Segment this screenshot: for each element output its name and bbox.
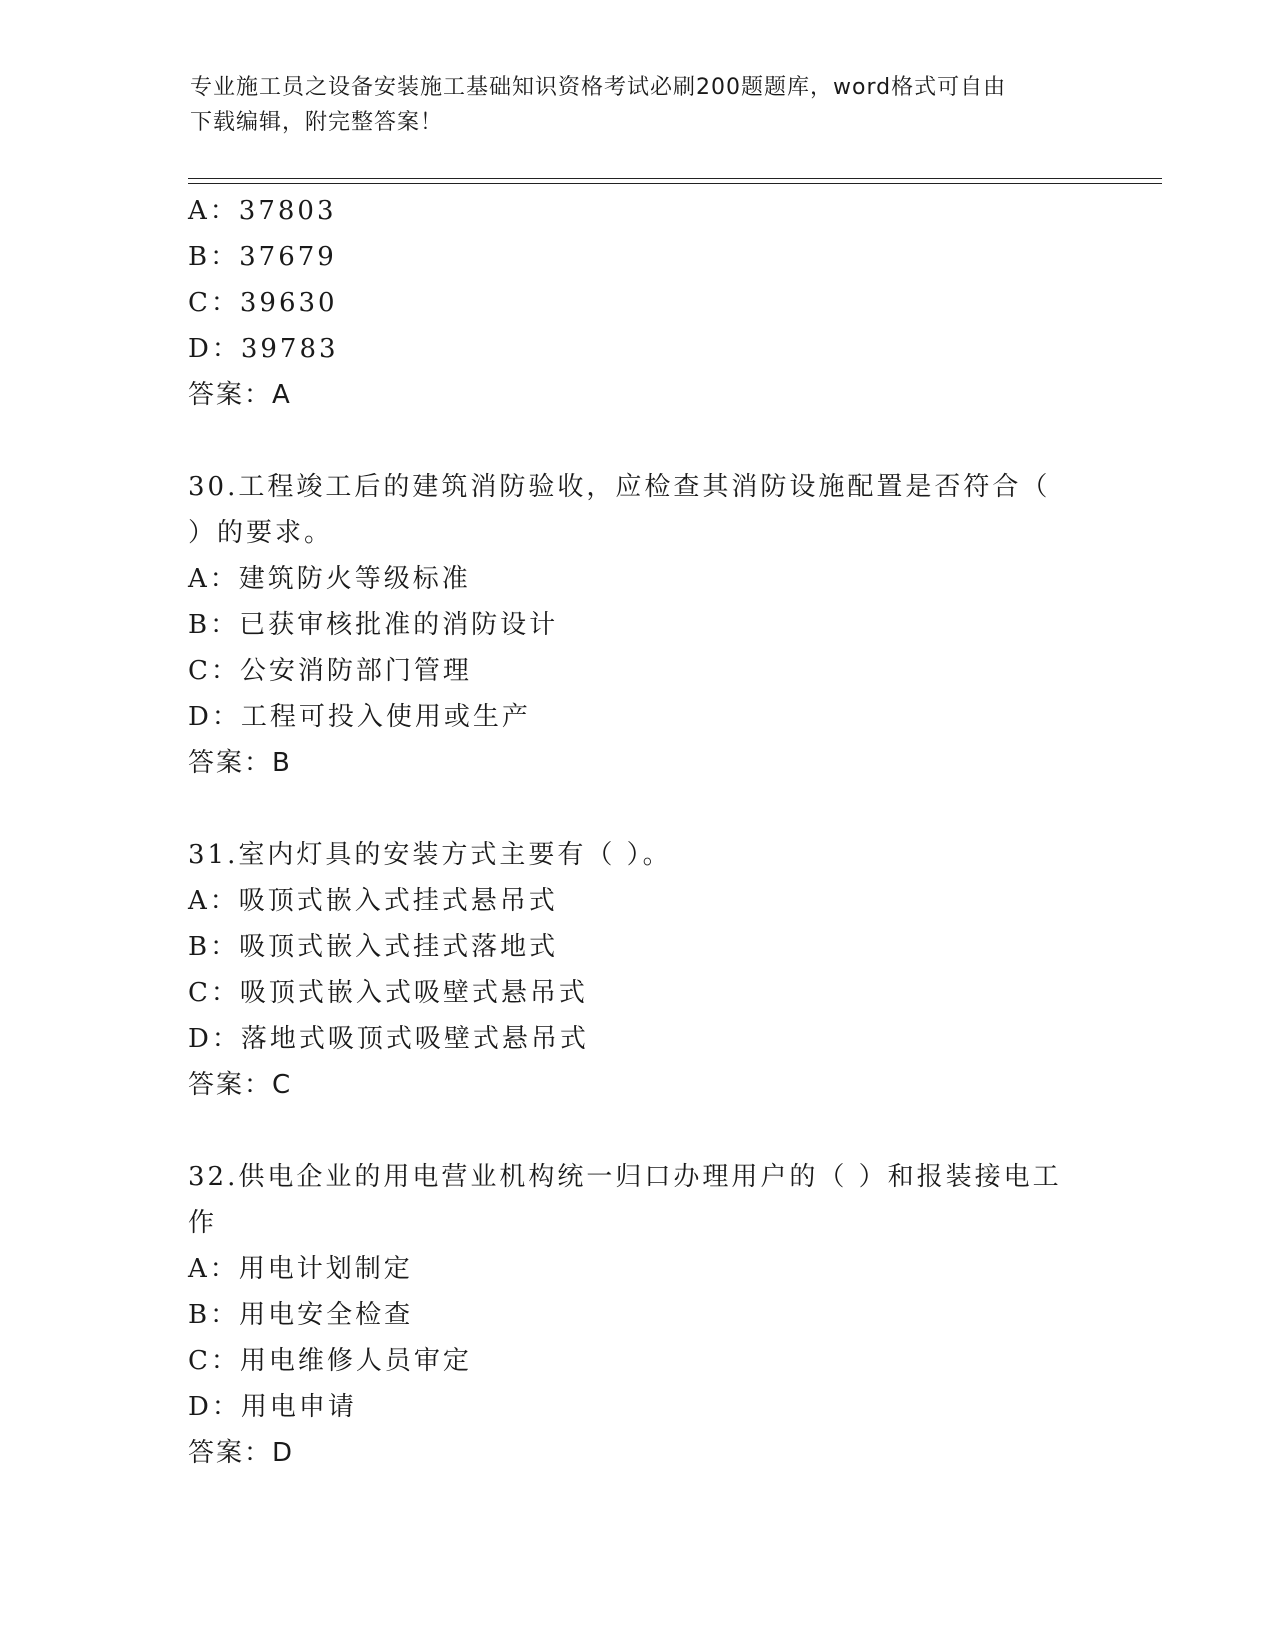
answer-line: 答案：D <box>188 1438 295 1468</box>
option-a: A：37803 <box>188 196 337 226</box>
header-line-1: 专业施工员之设备安装施工基础知识资格考试必刷200题题库，word格式可自由 <box>190 75 1007 100</box>
answer-line: 答案：B <box>188 748 292 778</box>
option-b: B：37679 <box>188 242 337 272</box>
question-text-line-2: ）的要求。 <box>188 518 334 548</box>
header-divider-top <box>188 178 1162 179</box>
spacer <box>188 786 1088 832</box>
option-b: B：吸顶式嵌入式挂式落地式 <box>188 932 559 962</box>
header-divider-bottom <box>188 183 1162 184</box>
option-a: A：吸顶式嵌入式挂式悬吊式 <box>188 886 558 916</box>
option-d: D：用电申请 <box>188 1392 357 1422</box>
question-31 <box>188 832 1088 1108</box>
option-c: C：吸顶式嵌入式吸壁式悬吊式 <box>188 978 588 1008</box>
answer-line: 答案：A <box>188 380 292 410</box>
document-header <box>190 70 1090 140</box>
question-list <box>188 188 1088 1476</box>
spacer <box>188 1108 1088 1154</box>
question-29 <box>188 188 1088 418</box>
question-text-line-1: 32.供电企业的用电营业机构统一归口办理用户的（ ）和报装接电工 <box>188 1162 1062 1192</box>
option-b: B：已获审核批准的消防设计 <box>188 610 559 640</box>
option-c: C：39630 <box>188 288 338 318</box>
option-a: A：建筑防火等级标准 <box>188 564 471 594</box>
spacer <box>188 418 1088 464</box>
question-text-line-1: 30.工程竣工后的建筑消防验收，应检查其消防设施配置是否符合（ <box>188 472 1051 502</box>
option-c: C：用电维修人员审定 <box>188 1346 472 1376</box>
option-a: A：用电计划制定 <box>188 1254 413 1284</box>
option-b: B：用电安全检查 <box>188 1300 414 1330</box>
question-30 <box>188 464 1088 786</box>
option-d: D：39783 <box>188 334 339 364</box>
question-text-line-1: 31.室内灯具的安装方式主要有（ ）。 <box>188 840 672 870</box>
option-d: D：落地式吸顶式吸壁式悬吊式 <box>188 1024 589 1054</box>
option-c: C：公安消防部门管理 <box>188 656 472 686</box>
answer-line: 答案：C <box>188 1070 293 1100</box>
question-text-line-2: 作 <box>188 1208 218 1238</box>
question-32 <box>188 1154 1088 1476</box>
header-line-2: 下载编辑，附完整答案！ <box>190 110 444 135</box>
option-d: D：工程可投入使用或生产 <box>188 702 531 732</box>
